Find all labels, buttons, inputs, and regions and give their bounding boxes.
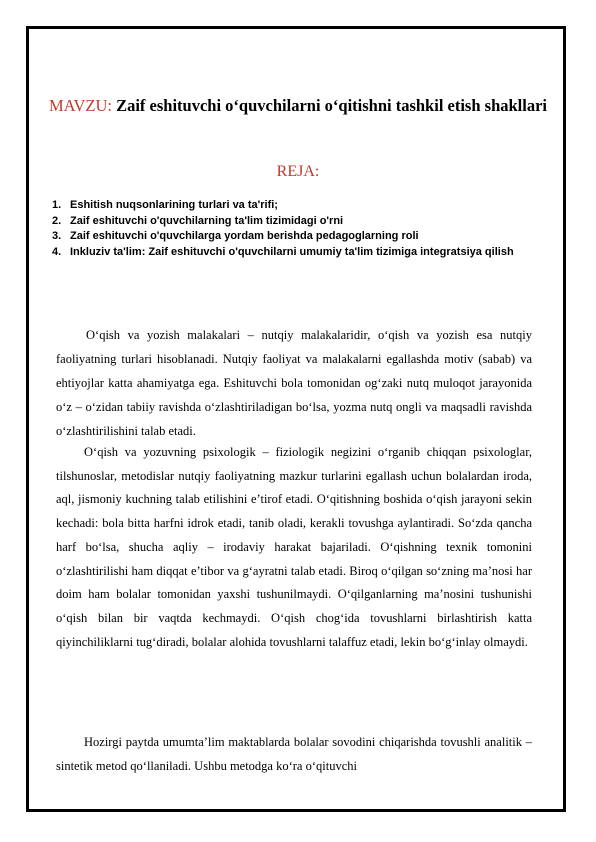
plan-item [52,229,522,245]
plan-item-text: Zaif eshituvchi o'quvchilarning ta'lim tizimidagi o'rni [70,214,344,227]
body-paragraph: O‘qish va yozish malakalari – nutqiy malakalaridir, o‘qish va yozish esa nutqiy faoliyatning turlari hisoblanadi. Nutqiy faoliyat va malakalarni egallashda motiv (sabab) va ehtiyojlar katta ahamiyatga ega. Eshituvchi bola tomonidan og‘zaki nutq muloqot jarayonida o‘z – o‘zidan tabiiy ravishda o‘zlashtiriladigan bo‘lsa, yozma nutq ongli va maqsadli ravishda o‘zlashtirilishini talab etadi. [56,328,532,438]
topic-title: Zaif eshituvchi o‘quvchilarni o‘qitishni tashkil etish shakllari [116,96,548,115]
plan-item-number: 1. [52,199,62,211]
plan-item-number: 4. [52,245,62,258]
body-paragraph: Hozirgi paytda umumta’lim maktablarda bolalar sovodini chiqarishda tovushli analitik – sintetik metod qo‘llaniladi. Ushbu metodga ko‘ra o‘qituvchi [56,735,532,773]
plan-item-text: Zaif eshituvchi o'quvchilarga yordam berishda pedagoglarning roli [70,230,419,242]
plan-item-number: 2. [52,214,62,227]
plan-item [52,245,522,261]
topic-label: MAVZU: [48,96,112,115]
plan-list [52,198,522,260]
plan-item [52,214,522,230]
body-paragraph: O‘qish va yozuvning psixologik – fiziologik negizini o‘rganib chiqqan psixologlar, tilshunoslar, metodislar nutqiy faoliyatning mazkur turlarini egallash uchun bolalardan iroda, aql, jismoniy kuchning talab etilishini e’tirof etadi. O‘qitishning boshida o‘qish jarayoni sekin kechadi: bola bitta harfni idrok etadi, tanib oladi, kerakli tovushga aylantiradi. So‘zda qancha harf bo‘lsa, shucha aqliy – irodaviy harakat bajariladi. O‘qishning texnik tomonini o‘zlashtirilishi ham diqqat e’tibor va g‘ayratni talab etadi. Biroq o‘qilgan so‘zning ma’nosi har doim ham bolalar tomonidan yaxshi tushunilmaydi. O‘qilganlarning ma’nosini tushunishi o‘qish bilan bir vaqtda kechmaydi. O‘qish chog‘ida tovushlarni birlashtirish katta qiyinchiliklarni tug‘diradi, bolalar alohida tovushlarni talaffuz etadi, lekin bo‘g‘inlay olmaydi. [56,445,532,649]
plan-heading: REJA: [276,163,320,180]
plan-item [52,198,522,214]
plan-item-text: Eshitish nuqsonlarining turlari va ta'rifi; [70,199,278,211]
plan-item-number: 3. [52,230,62,242]
plan-item-text: Inkluziv ta'lim: Zaif eshituvchi o'quvchilarni umumiy ta'lim tizimiga integratsiya qilish [70,245,514,258]
document-title [40,92,556,119]
